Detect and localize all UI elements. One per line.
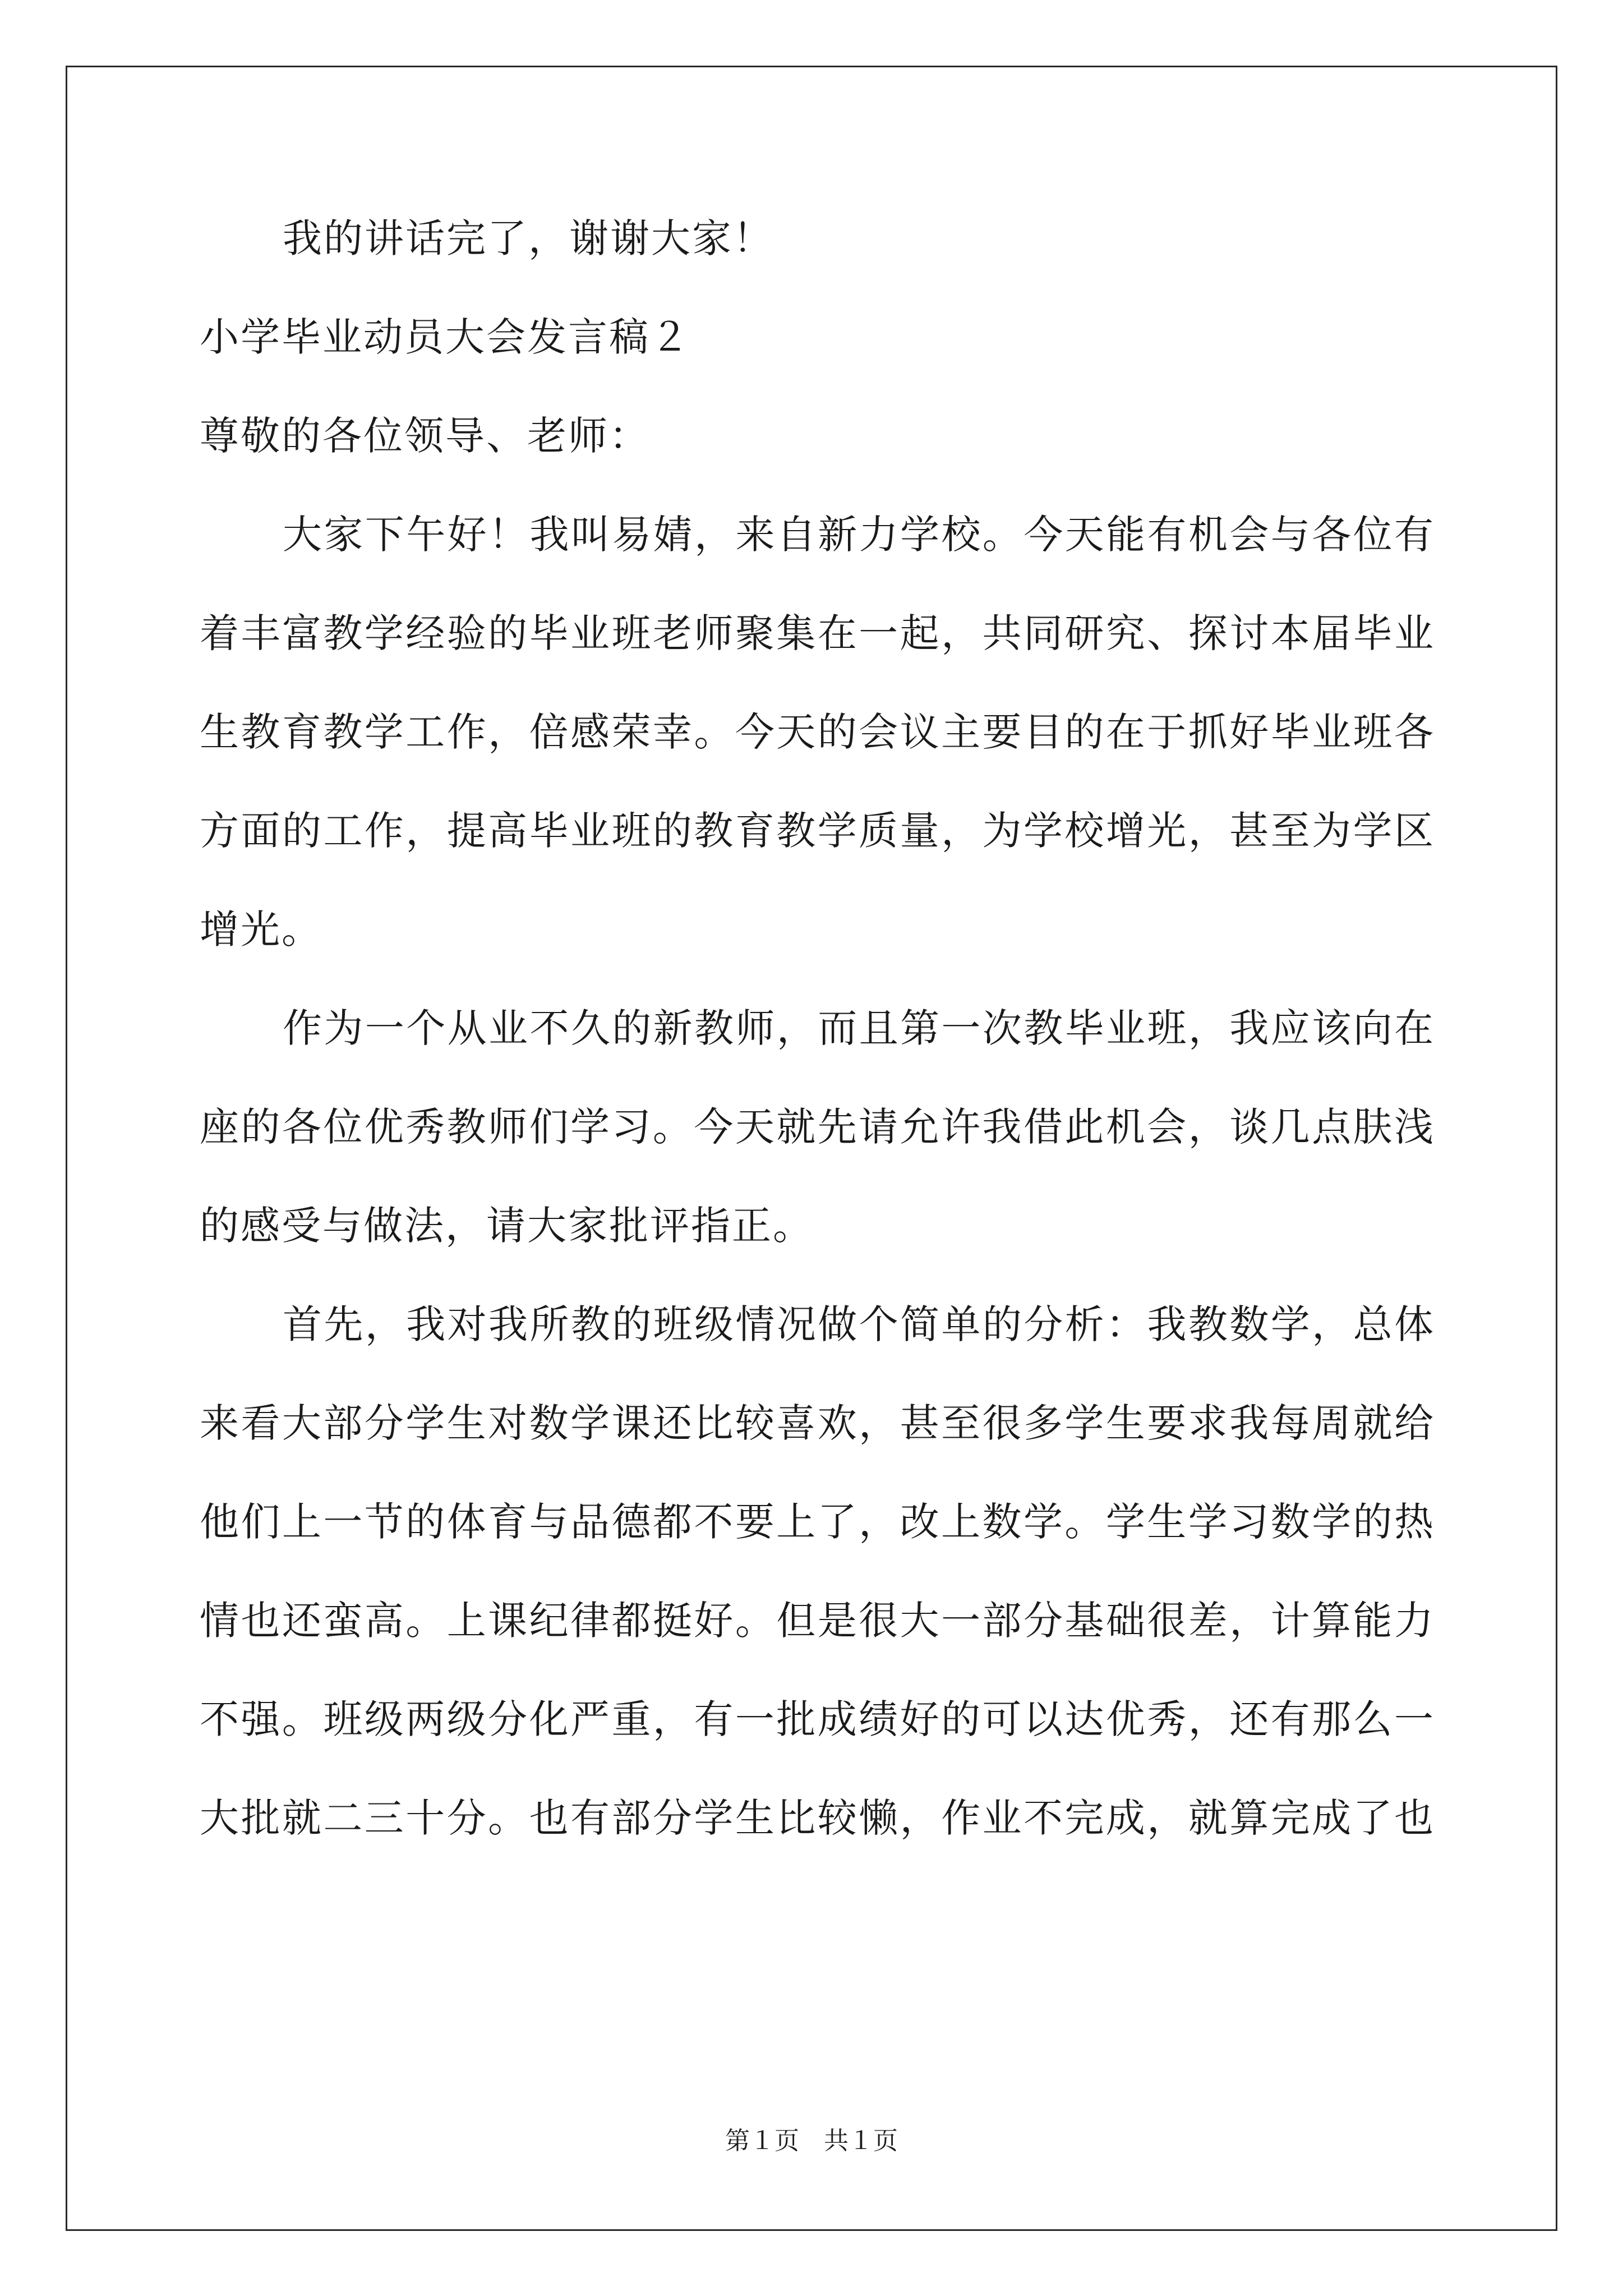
paragraph-line: 大批就二三十分。也有部分学生比较懒，作业不完成，就算完成了也: [200, 1795, 1433, 1841]
paragraph-line: 来看大部分学生对数学课还比较喜欢，甚至很多学生要求我每周就给: [200, 1400, 1433, 1446]
section-title: 小学毕业动员大会发言稿２: [200, 314, 691, 360]
paragraph-line: 他们上一节的体育与品德都不要上了，改上数学。学生学习数学的热: [200, 1499, 1433, 1545]
paragraph-line: 不强。班级两级分化严重，有一批成绩好的可以达优秀，还有那么一: [200, 1696, 1433, 1742]
paragraph-line: 着丰富教学经验的毕业班老师聚集在一起，共同研究、探讨本届毕业: [200, 610, 1433, 656]
paragraph-line: 座的各位优秀教师们学习。今天就先请允许我借此机会，谈几点肤浅: [200, 1104, 1433, 1150]
paragraph-line: 方面的工作，提高毕业班的教育教学质量，为学校增光，甚至为学区: [200, 808, 1433, 854]
closing-line: 我的讲话完了，谢谢大家！: [283, 215, 774, 261]
page-number-footer: 第１页 共１页: [725, 2127, 898, 2155]
paragraph-line: 首先，我对我所教的班级情况做个简单的分析：我教数学，总体: [283, 1301, 1433, 1347]
paragraph-line: 增光。: [200, 907, 322, 953]
paragraph-line: 生教育教学工作，倍感荣幸。今天的会议主要目的在于抓好毕业班各: [200, 709, 1433, 755]
paragraph-line: 大家下午好！我叫易婧，来自新力学校。今天能有机会与各位有: [283, 512, 1433, 558]
paragraph-line: 作为一个从业不久的新教师，而且第一次教毕业班，我应该向在: [283, 1005, 1433, 1051]
salutation: 尊敬的各位领导、老师：: [200, 413, 650, 459]
paragraph-line: 情也还蛮高。上课纪律都挺好。但是很大一部分基础很差，计算能力: [200, 1598, 1433, 1644]
paragraph-line: 的感受与做法，请大家批评指正。: [200, 1203, 814, 1249]
